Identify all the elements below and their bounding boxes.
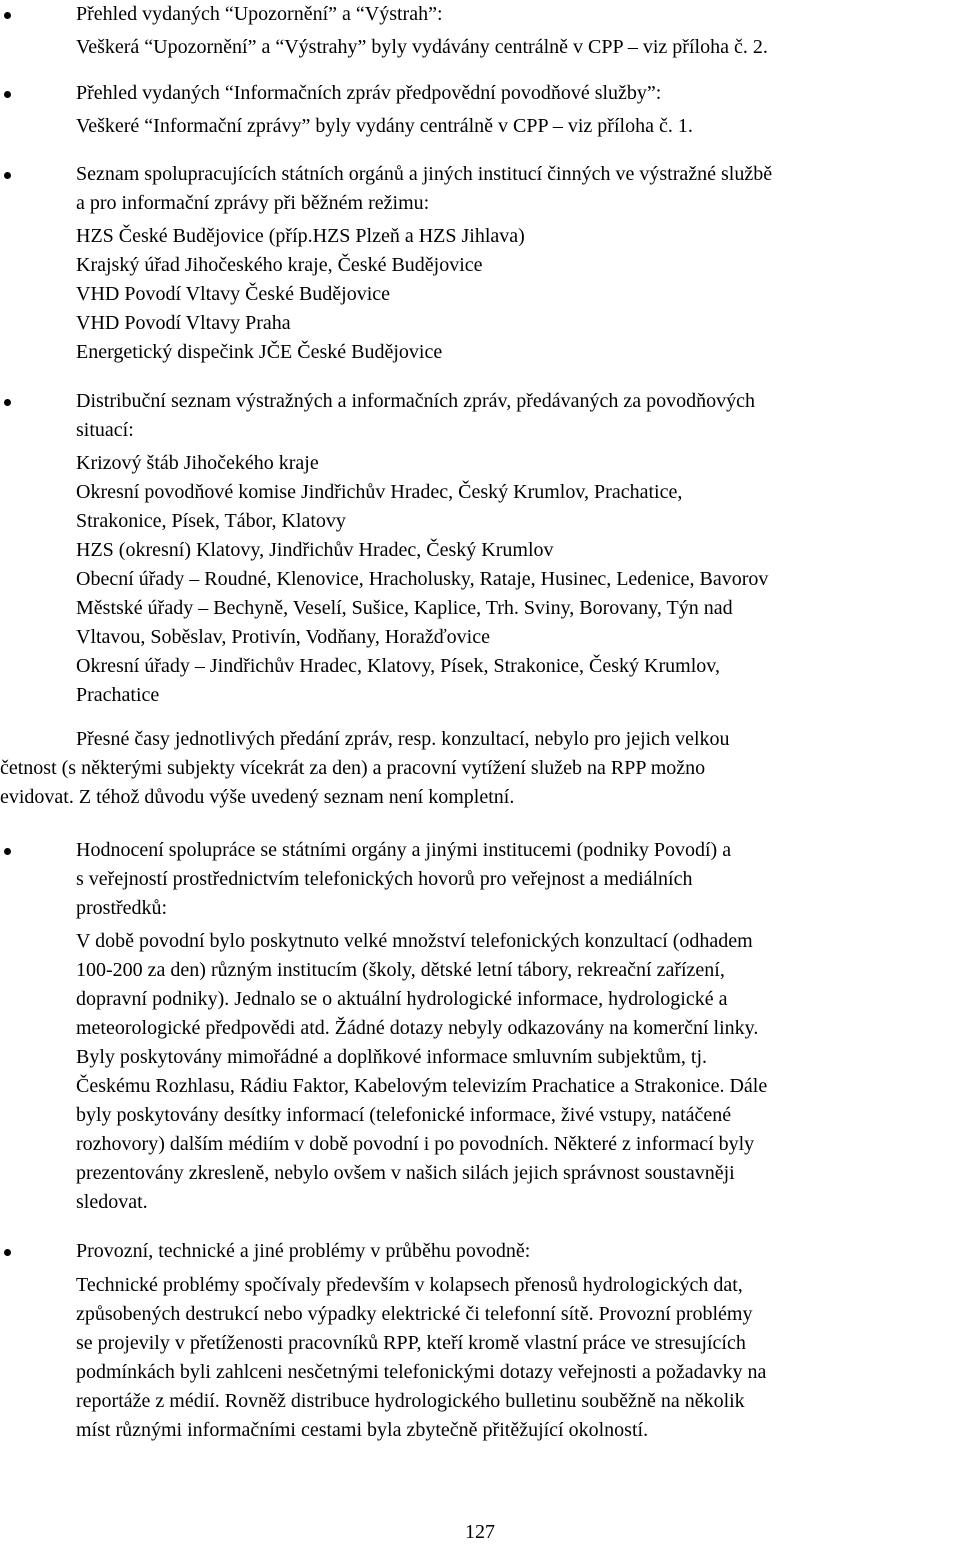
section-heading: Přehled vydaných “Informačních zpráv předpovědní povodňové služby”: bbox=[76, 82, 662, 104]
section-info-reports-overview bbox=[76, 79, 956, 141]
list-item: Krajský úřad Jihočeského kraje, České Budějovice bbox=[76, 254, 483, 276]
note-paragraph bbox=[0, 725, 956, 812]
section-distribution-list bbox=[76, 387, 956, 710]
paragraph-line: dopravní podniky). Jednalo se o aktuální hydrologické informace, hydrologické a bbox=[76, 988, 728, 1010]
paragraph-line: V době povodní bylo poskytnuto velké množství telefonických konzultací (odhadem bbox=[76, 930, 753, 952]
section-text: Veškeré “Informační zprávy” byly vydány centrálně v CPP – viz příloha č. 1. bbox=[76, 115, 693, 137]
paragraph-line: Přesné časy jednotlivých předání zpráv, resp. konzultací, nebylo pro jejich velkou bbox=[76, 728, 730, 750]
section-heading: Přehled vydaných “Upozornění” a “Výstrah”: bbox=[76, 3, 443, 25]
bullet-icon bbox=[4, 172, 11, 179]
list-item: Energetický dispečink JČE České Budějovice bbox=[76, 341, 443, 363]
section-operational-problems bbox=[76, 1237, 956, 1445]
section-cooperation-evaluation bbox=[76, 836, 956, 1217]
paragraph-line: Byly poskytovány mimořádné a doplňkové informace smluvním subjektům, tj. bbox=[76, 1046, 708, 1068]
list-item: Krizový štáb Jihočekého kraje bbox=[76, 452, 319, 474]
paragraph-line: sledovat. bbox=[76, 1191, 148, 1213]
section-heading-line: prostředků: bbox=[76, 897, 168, 919]
paragraph-line: 100-200 za den) různým institucím (školy, dětské letní tábory, rekreační zařízení, bbox=[76, 959, 725, 981]
section-text: Veškerá “Upozornění” a “Výstrahy” byly vydávány centrálně v CPP – viz příloha č. 2. bbox=[76, 36, 768, 58]
paragraph-line: Technické problémy spočívaly především v kolapsech přenosů hydrologických dat, bbox=[76, 1274, 743, 1296]
list-item: VHD Povodí Vltavy České Budějovice bbox=[76, 283, 391, 305]
paragraph-line: byly poskytovány desítky informací (telefonické informace, živé vstupy, natáčené bbox=[76, 1104, 732, 1126]
paragraph-line: meteorologické předpovědi atd. Žádné dotazy nebyly odkazovány na komerční linky. bbox=[76, 1017, 759, 1039]
paragraph-line: četnost (s některými subjekty vícekrát za den) a pracovní vytížení služeb na RPP možno bbox=[0, 757, 706, 779]
section-heading-line: situací: bbox=[76, 419, 134, 441]
section-heading: Provozní, technické a jiné problémy v průběhu povodně: bbox=[76, 1240, 531, 1262]
list-item: Prachatice bbox=[76, 684, 160, 706]
paragraph-line: Českému Rozhlasu, Rádiu Faktor, Kabelovým televizím Prachatice a Strakonice. Dále bbox=[76, 1075, 768, 1097]
paragraph-line: se projevily v přetíženosti pracovníků RPP, kteří kromě vlastní práce ve stresujících bbox=[76, 1332, 746, 1354]
list-item: Obecní úřady – Roudné, Klenovice, Hracholusky, Rataje, Husinec, Ledenice, Bavorov bbox=[76, 568, 769, 590]
paragraph-line: rozhovory) dalším médiím v době povodní i po povodních. Některé z informací byly bbox=[76, 1133, 755, 1155]
distribution-list bbox=[76, 449, 956, 710]
paragraph-line: evidovat. Z téhož důvodu výše uvedený seznam není kompletní. bbox=[0, 786, 515, 808]
section-heading-line: Hodnocení spolupráce se státními orgány a jinými institucemi (podniky Povodí) a bbox=[76, 839, 732, 861]
list-item: Okresní povodňové komise Jindřichův Hradec, Český Krumlov, Prachatice, bbox=[76, 481, 683, 503]
section-cooperating-institutions bbox=[76, 160, 956, 367]
page-number: 127 bbox=[465, 1521, 495, 1543]
list-item: Vltavou, Soběslav, Protivín, Vodňany, Horažďovice bbox=[76, 626, 490, 648]
paragraph-line: prezentovány zkresleně, nebylo ovšem v našich silách jejich správnost soustavněji bbox=[76, 1162, 735, 1184]
bullet-icon bbox=[4, 91, 11, 98]
section-heading-line: s veřejností prostřednictvím telefonických hovorů pro veřejnost a mediálních bbox=[76, 868, 693, 890]
institution-list bbox=[76, 222, 956, 367]
list-item: VHD Povodí Vltavy Praha bbox=[76, 312, 291, 334]
bullet-icon bbox=[4, 12, 11, 19]
section-body bbox=[76, 1271, 956, 1445]
list-item: HZS (okresní) Klatovy, Jindřichův Hradec, Český Krumlov bbox=[76, 539, 554, 561]
section-heading-line: Distribuční seznam výstražných a informačních zpráv, předávaných za povodňových bbox=[76, 390, 756, 412]
list-item: HZS České Budějovice (příp.HZS Plzeň a HZS Jihlava) bbox=[76, 225, 525, 247]
section-warnings-overview bbox=[76, 0, 956, 62]
paragraph-line: způsobených destrukcí nebo výpadky elektrické či telefonní sítě. Provozní problémy bbox=[76, 1303, 753, 1325]
section-body bbox=[76, 927, 956, 1217]
list-item: Okresní úřady – Jindřichův Hradec, Klatovy, Písek, Strakonice, Český Krumlov, bbox=[76, 655, 720, 677]
list-item: Městské úřady – Bechyně, Veselí, Sušice, Kaplice, Trh. Sviny, Borovany, Týn nad bbox=[76, 597, 733, 619]
section-heading-line: a pro informační zprávy při běžném režimu: bbox=[76, 192, 430, 214]
bullet-icon bbox=[4, 1249, 11, 1256]
paragraph-line: míst různými informačními cestami byla zbytečně přitěžující okolností. bbox=[76, 1419, 649, 1441]
section-heading-line: Seznam spolupracujících státních orgánů a jiných institucí činných ve výstražné službě bbox=[76, 163, 773, 185]
bullet-icon bbox=[4, 399, 11, 406]
paragraph-line: podmínkách byli zahlceni nesčetnými telefonickými dotazy veřejnosti a požadavky na bbox=[76, 1361, 767, 1383]
bullet-icon bbox=[4, 848, 11, 855]
paragraph-line: reportáže z médií. Rovněž distribuce hydrologického bulletinu souběžně na několik bbox=[76, 1390, 745, 1412]
list-item: Strakonice, Písek, Tábor, Klatovy bbox=[76, 510, 346, 532]
